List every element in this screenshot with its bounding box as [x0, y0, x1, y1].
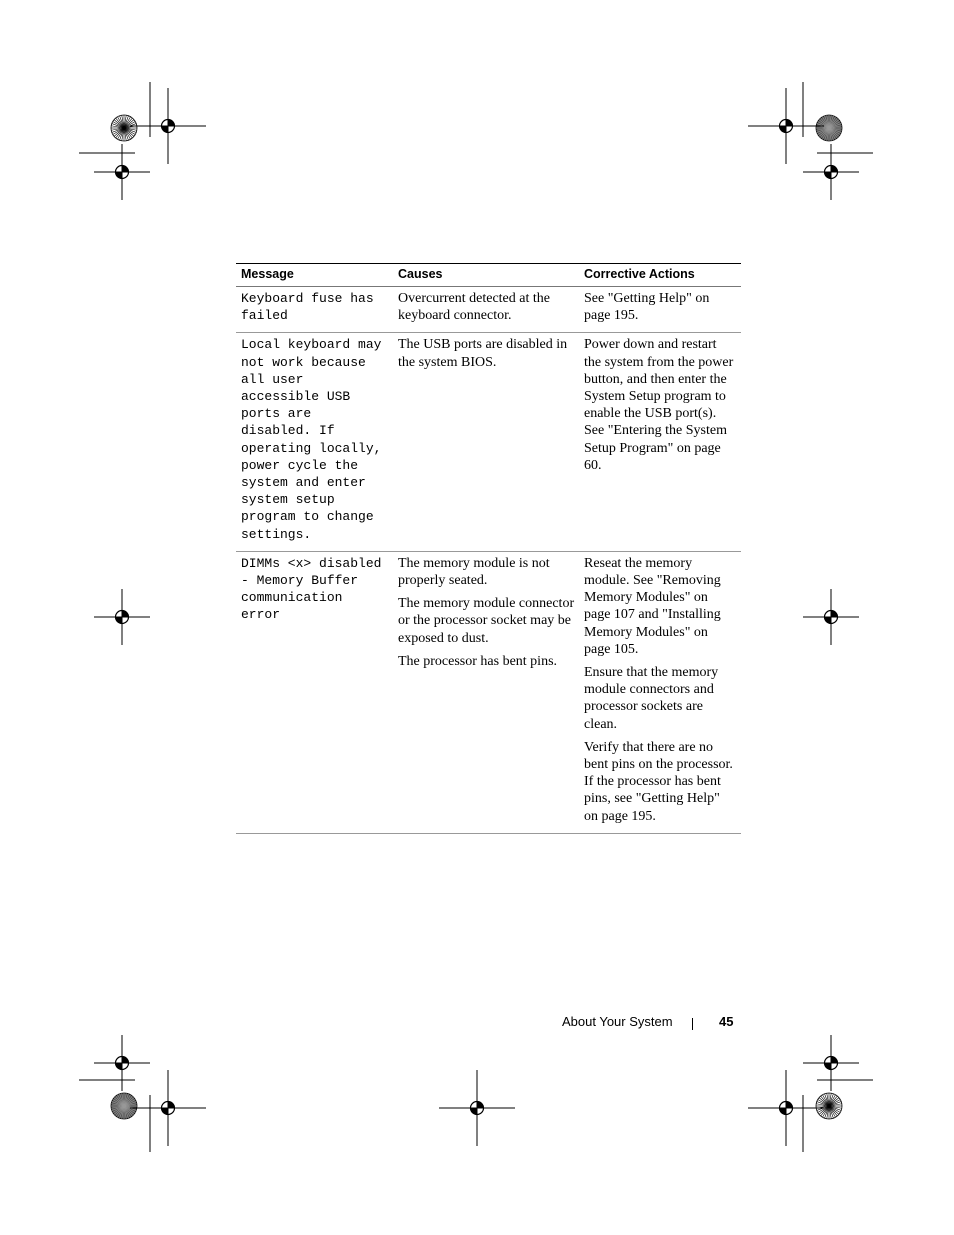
- trim-line: [79, 1080, 135, 1081]
- footer-section-title: About Your System: [562, 1014, 673, 1029]
- trim-line: [817, 153, 873, 154]
- trim-line: [150, 1095, 151, 1152]
- message-cell: DIMMs <x> disabled - Memory Buffer communication error: [236, 551, 393, 833]
- header-corrective-actions: Corrective Actions: [579, 264, 741, 287]
- header-causes: Causes: [393, 264, 579, 287]
- trim-line: [803, 82, 804, 137]
- crosshair-icon: [803, 589, 859, 645]
- trim-line: [803, 1095, 804, 1152]
- causes-cell: [393, 551, 579, 833]
- trim-line: [79, 153, 135, 154]
- action-text: Power down and restart the system from the power button, and then enter the System Setup program to enable the USB port(s). See "Entering the System Setup Program" on page 60.: [584, 337, 734, 473]
- trim-line: [817, 1080, 873, 1081]
- causes-cell: [393, 333, 579, 551]
- table-header-row: [236, 264, 741, 287]
- action-text: See "Getting Help" on page 195.: [584, 291, 710, 324]
- action-text: Ensure that the memory module connectors and processor sockets are clean.: [584, 665, 719, 732]
- trim-line: [150, 82, 151, 137]
- message-cell: Keyboard fuse has failed: [236, 287, 393, 333]
- table-row: [236, 287, 741, 333]
- cause-text: Overcurrent detected at the keyboard connector.: [398, 291, 550, 324]
- causes-cell: [393, 287, 579, 333]
- page-number: 45: [719, 1014, 734, 1029]
- error-message-table: [236, 263, 741, 834]
- page-footer: [562, 1014, 734, 1029]
- cause-text: The memory module connector or the processor socket may be exposed to dust.: [398, 596, 575, 646]
- crosshair-icon: [94, 589, 150, 645]
- table-row: [236, 333, 741, 551]
- action-text: Reseat the memory module. See "Removing Memory Modules" on page 107 and "Installing Memory Modules" on page 105.: [584, 555, 721, 657]
- cause-text: The memory module is not properly seated.: [398, 555, 550, 589]
- actions-cell: [579, 287, 741, 333]
- crosshair-icon: [748, 1070, 824, 1146]
- footer-divider: [692, 1018, 693, 1030]
- cause-text: The processor has bent pins.: [398, 653, 558, 669]
- table-row: [236, 551, 741, 833]
- crosshair-icon: [130, 1070, 206, 1146]
- actions-cell: [579, 333, 741, 551]
- message-cell: Local keyboard may not work because all user accessible USB ports are disabled. If operating locally, power cycle the system and enter system setup program to change settings.: [236, 333, 393, 551]
- header-message: Message: [236, 264, 393, 287]
- action-text: Verify that there are no bent pins on the processor. If the processor has bent pins, see "Getting Help" on page 195.: [584, 739, 733, 824]
- cause-text: The USB ports are disabled in the system BIOS.: [398, 337, 568, 370]
- crosshair-icon: [439, 1070, 515, 1146]
- actions-cell: [579, 551, 741, 833]
